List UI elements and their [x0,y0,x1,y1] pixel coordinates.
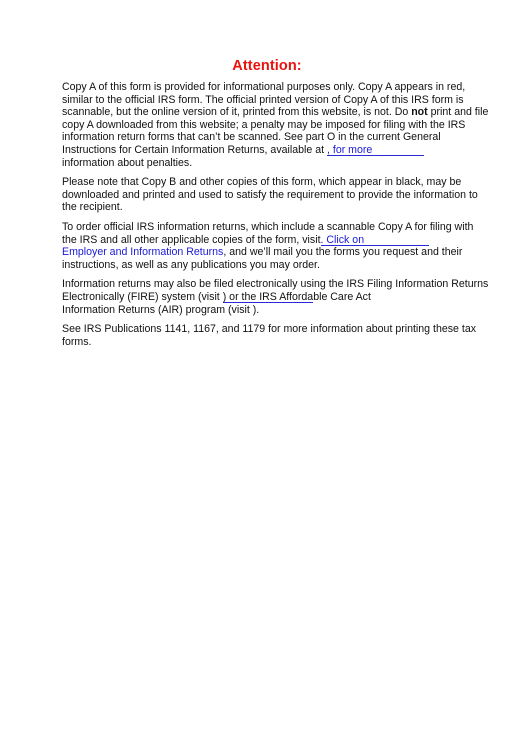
p3-line-1: To order official IRS information returns, which include a scannable Copy A for filing with [62,220,474,233]
paragraph-electronic-filing [62,278,489,316]
paragraph-publications [62,323,477,348]
p1-line-3 [62,106,489,119]
paragraph-order-forms [62,221,472,271]
p5-line-2: forms. [62,335,92,348]
p1-line-2: similar to the official IRS form. The official printed version of Copy A of this IRS form is [62,93,464,106]
employer-information-returns-link[interactable]: Employer and Information Returns [62,246,224,259]
p5-line-1: See IRS Publications 1141, 1167, and 1179 for more information about printing these tax [62,323,477,336]
p1-line-6-text: Instructions for Certain Information Returns, available at [62,143,325,156]
p3-line-3 [62,246,472,259]
p1-line-3-text-a: scannable, but the online version of it, printed from this website, is not. Do [62,106,409,119]
p2-line-3: the recipient. [62,201,123,214]
attention-title: Attention: [232,58,302,74]
paragraph-copy-a [62,81,489,169]
p1-line-3-text-b: print and file [430,106,489,119]
fire-system-link[interactable]: ) or the IRS Afforda [222,290,314,303]
p1-line-5: information return forms that can’t be scanned. See part O in the current General [62,131,441,144]
p1-line-1: Copy A of this form is provided for informational purposes only. Copy A appears in red, [62,81,466,93]
p2-line-1: Please note that Copy B and other copies of this form, which appear in black, may be [62,176,462,189]
p1-line-7: information about penalties. [62,156,193,169]
attention-notice [62,58,489,355]
p2-line-2: downloaded and printed and used to satisfy the requirement to provide the information to [62,188,478,201]
order-forms-link[interactable]: . Click on [321,235,429,246]
p1-not-emphasis: not [411,106,428,119]
p1-line-4: copy A downloaded from this website; a penalty may be imposed for filing with the IRS [62,118,466,131]
p3-line-3-text: , and we’ll mail you the forms you request and their [223,246,463,259]
paragraph-copy-b [62,176,478,214]
p4-line-2-text-b: ble Care Act [313,290,371,303]
p4-line-2-text-a: Electronically (FIRE) system (visit [62,290,220,303]
p3-line-4: instructions, as well as any publications you may order. [62,258,320,271]
general-instructions-link[interactable]: , for more [327,145,424,156]
p1-line-6 [62,144,472,157]
p4-line-2 [62,291,472,304]
p3-line-2 [62,234,472,247]
p4-line-1: Information returns may also be filed electronically using the IRS Filing Information Returns [62,278,489,291]
p3-line-2-text: the IRS and all other applicable copies of the form, visit [62,233,321,246]
p4-line-3: Information Returns (AIR) program (visit ). [62,303,260,316]
